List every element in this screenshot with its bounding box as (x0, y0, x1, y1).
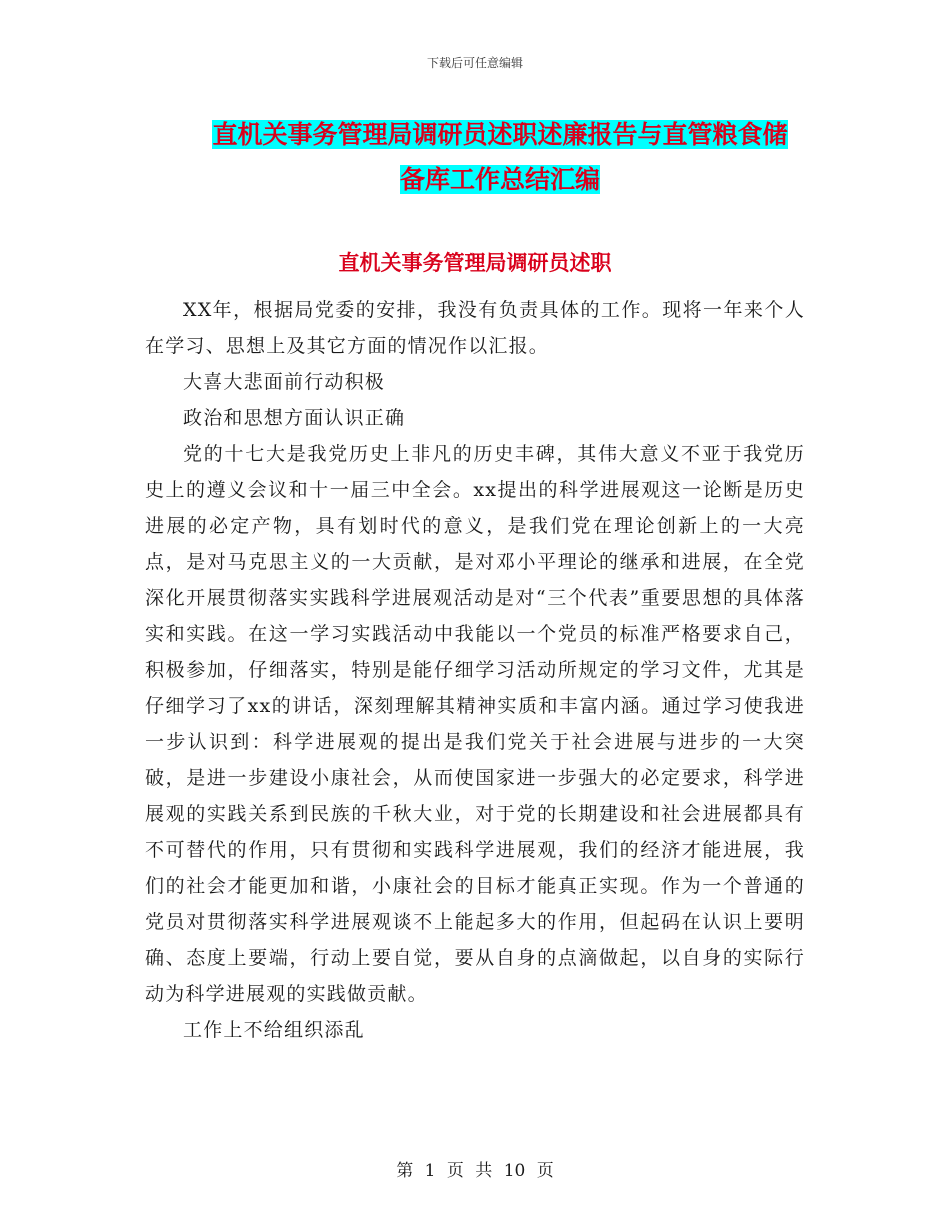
document-title (140, 112, 860, 202)
paragraph-main: 党的十七大是我党历史上非凡的历史丰碑，其伟大意义不亚于我党历史上的遵义会议和十一届三中全会。xx提出的科学进展观这一论断是历史进展的必定产物，具有划时代的意义，是我们党在理论创新上的一大亮点，是对马克思主义的一大贡献，是对邓小平理论的继承和进展，在全党深化开展贯彻落实实践科学进展观活动是对“三个代表”重要思想的具体落实和实践。在这一学习实践活动中我能以一个党员的标准严格要求自己，积极参加，仔细落实，特别是能仔细学习活动所规定的学习文件，尤其是仔细学习了xx的讲话，深刻理解其精神实质和丰富内涵。通过学习使我进一步认识到：科学进展观的提出是我们党关于社会进展与进步的一大突破，是进一步建设小康社会，从而使国家进一步强大的必定要求，科学进展观的实践关系到民族的千秋大业，对于党的长期建设和社会进展都具有不可替代的作用，只有贯彻和实践科学进展观，我们的经济才能进展，我们的社会才能更加和谐，小康社会的目标才能真正实现。作为一个普通的党员对贯彻落实科学进展观谈不上能起多大的作用，但起码在认识上要明确、态度上要端，行动上要自觉，要从自身的点滴做起，以自身的实际行动为科学进展观的实践做贡献。 (145, 443, 805, 1005)
paragraph-heading-3: 工作上不给组织添乱 (183, 1019, 365, 1041)
page-header-note: 下载后可任意编辑 (426, 56, 523, 70)
paragraph-heading-1: 大喜大悲面前行动积极 (183, 371, 386, 393)
document-title-line-2: 备库工作总结汇编 (399, 165, 600, 194)
paragraph-heading-2: 政治和思想方面认识正确 (183, 407, 406, 429)
document-title-line-1: 直机关事务管理局调研员述职述廉报告与直管粮食储 (212, 120, 788, 149)
paragraph-intro: XX年，根据局党委的安排，我没有负责具体的工作。现将一年来个人在学习、思想上及其它方面的情况作以汇报。 (145, 299, 805, 357)
page-number: 第 1 页 共 10 页 (396, 1161, 554, 1181)
document-body (145, 292, 805, 1048)
section-title: 直机关事务管理局调研员述职 (338, 251, 612, 275)
